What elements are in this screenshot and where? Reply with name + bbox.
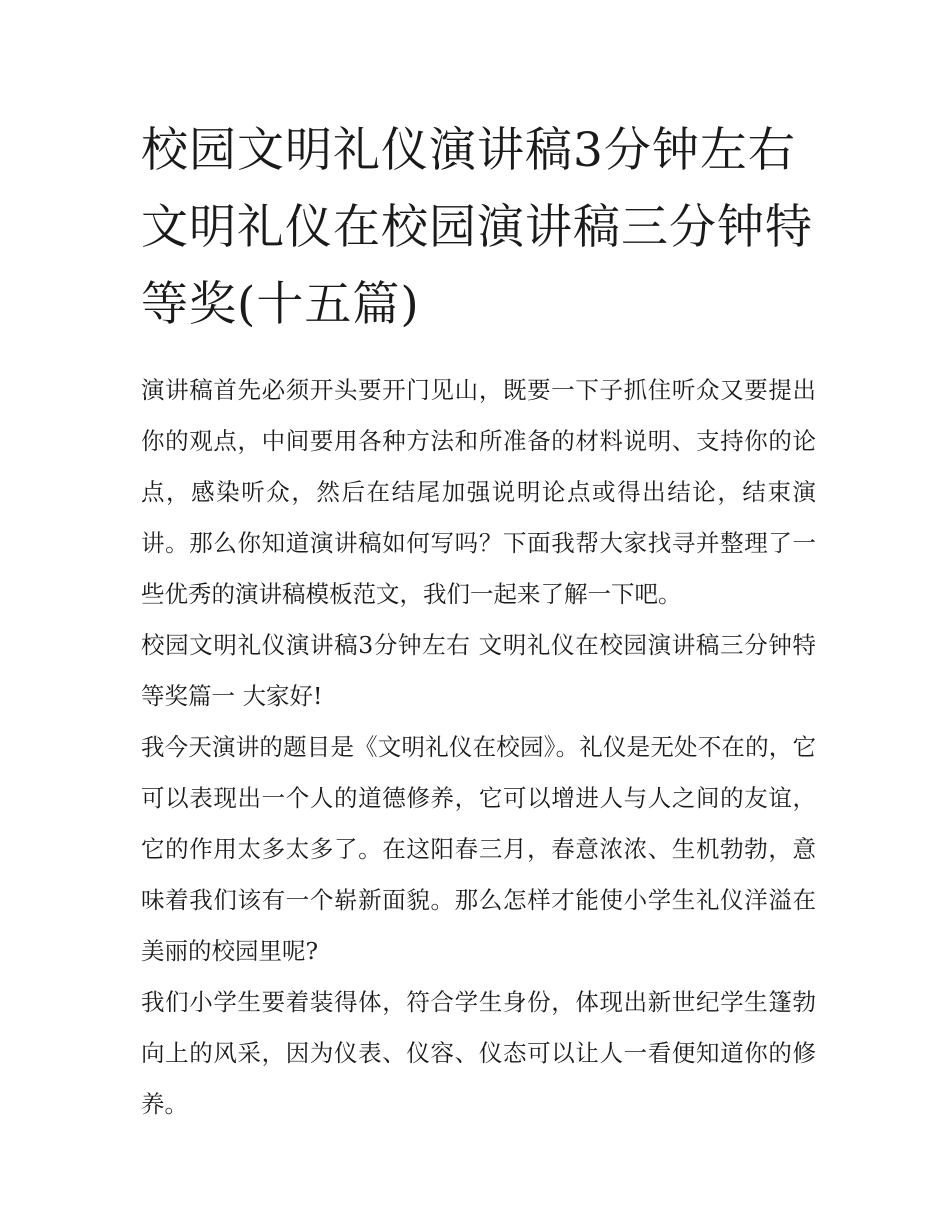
paragraph-section-heading: 校园文明礼仪演讲稿3分钟左右 文明礼仪在校园演讲稿三分钟特等奖篇一 大家好! — [141, 631, 816, 710]
paragraph-speech-topic: 我今天演讲的题目是《文明礼仪在校园》。礼仪是无处不在的，它可以表现出一个人的道德修养，它可以增进人与人之间的友谊，它的作用太多太多了。在这阳春三月，春意浓浓、生机勃勃，意味着我们该有一个崭新面貌。那么怎样才能使小学生礼仪洋溢在美丽的校园里呢? — [141, 733, 816, 965]
document-title: 校园文明礼仪演讲稿3分钟左右 文明礼仪在校园演讲稿三分钟特等奖(十五篇) — [141, 123, 813, 332]
document-body — [141, 365, 816, 1130]
paragraph-dress-code: 我们小学生要着装得体，符合学生身份，体现出新世纪学生篷勃向上的风采，因为仪表、仪容、仪态可以让人一看便知道你的修养。 — [141, 988, 816, 1118]
document-page — [141, 112, 816, 1130]
paragraph-intro: 演讲稿首先必须开头要开门见山，既要一下子抓住听众又要提出你的观点，中间要用各种方法和所准备的材料说明、支持你的论点，感染听众，然后在结尾加强说明论点或得出结论，结束演讲。那么你知道演讲稿如何写吗？下面我帮大家找寻并整理了一些优秀的演讲稿模板范文，我们一起来了解一下吧。 — [141, 376, 816, 608]
